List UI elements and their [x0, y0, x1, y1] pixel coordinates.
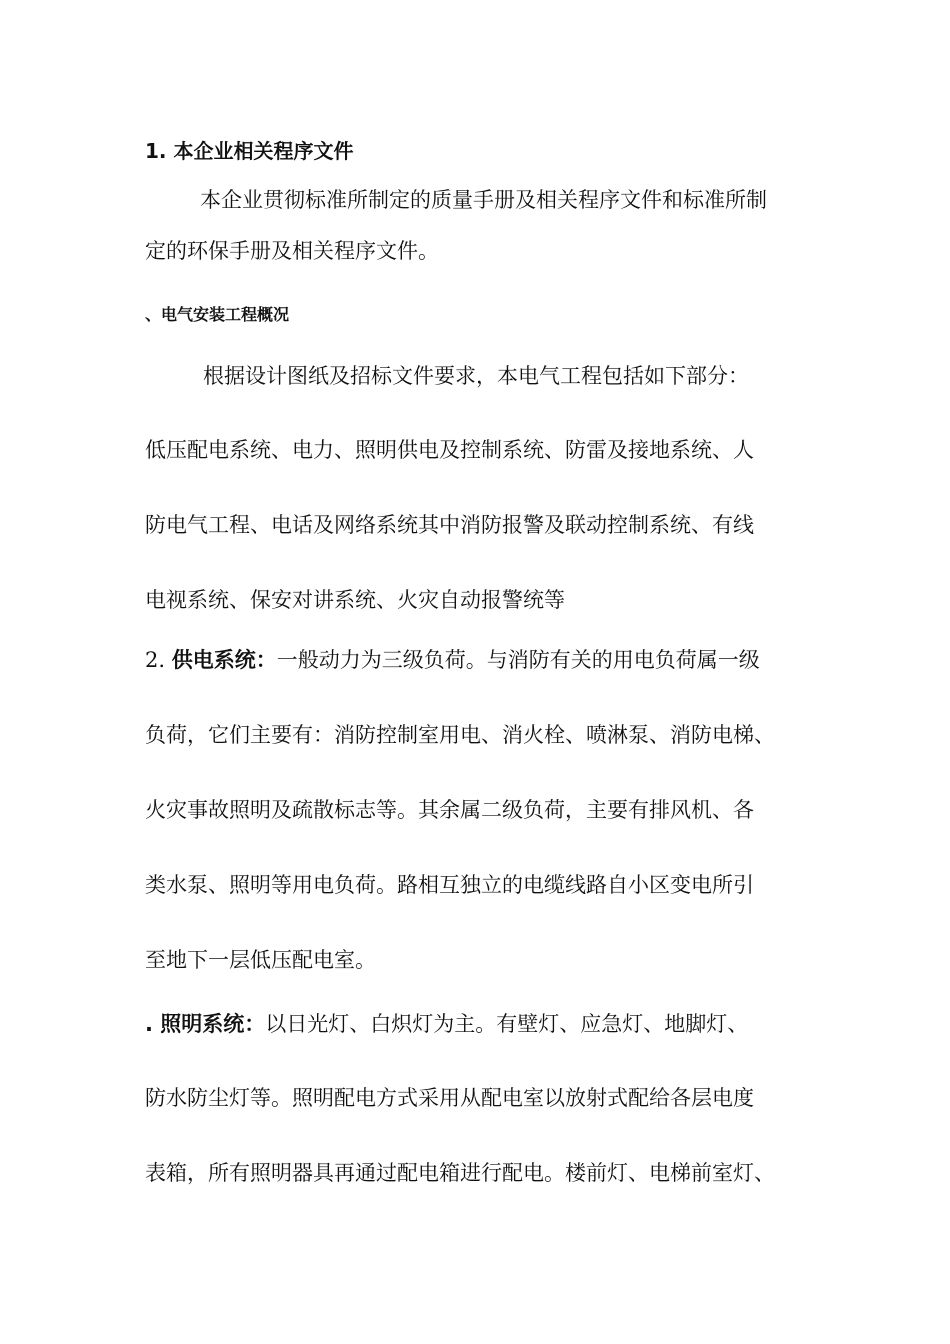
- paragraph-line: 定的环保手册及相关程序文件。: [145, 239, 439, 263]
- paragraph-line: 火灾事故照明及疏散标志等。其余属二级负荷，主要有排风机、各: [145, 798, 754, 822]
- item-text: 以日光灯、白炽灯为主。有壁灯、应急灯、地脚灯、: [265, 1012, 749, 1036]
- item-number: .: [145, 1012, 161, 1036]
- power-supply-first-line: [145, 645, 760, 675]
- paragraph-line: 低压配电系统、电力、照明供电及控制系统、防雷及接地系统、人: [145, 438, 754, 462]
- paragraph-line: 类水泵、照明等用电负荷。路相互独立的电缆线路自小区变电所引: [145, 873, 754, 897]
- item-title: 供电系统：: [171, 648, 277, 672]
- item-title: 照明系统：: [160, 1012, 266, 1036]
- paragraph-line: 本企业贯彻标准所制定的质量手册及相关程序文件和标准所制: [200, 188, 767, 212]
- item-number: 2.: [145, 648, 172, 672]
- paragraph-line: 防电气工程、电话及网络系统其中消防报警及联动控制系统、有线: [145, 513, 754, 537]
- paragraph-line: 根据设计图纸及招标文件要求，本电气工程包括如下部分：: [203, 364, 749, 388]
- paragraph-line: 表箱，所有照明器具再通过配电箱进行配电。楼前灯、电梯前室灯、: [145, 1161, 775, 1185]
- paragraph-line: 防水防尘灯等。照明配电方式采用从配电室以放射式配给各层电度: [145, 1086, 754, 1110]
- paragraph-line: 负荷，它们主要有：消防控制室用电、消火栓、喷淋泵、消防电梯、: [145, 723, 775, 747]
- lighting-first-line: [145, 1009, 748, 1039]
- paragraph-line: 电视系统、保安对讲系统、火灾自动报警统等: [145, 588, 565, 612]
- section-heading-procedure-docs: 1. 本企业相关程序文件: [145, 139, 354, 163]
- section-heading-overview: 、电气安装工程概况: [145, 305, 290, 324]
- paragraph-line: 至地下一层低压配电室。: [145, 948, 376, 972]
- item-text: 一般动力为三级负荷。与消防有关的用电负荷属一级: [276, 648, 760, 672]
